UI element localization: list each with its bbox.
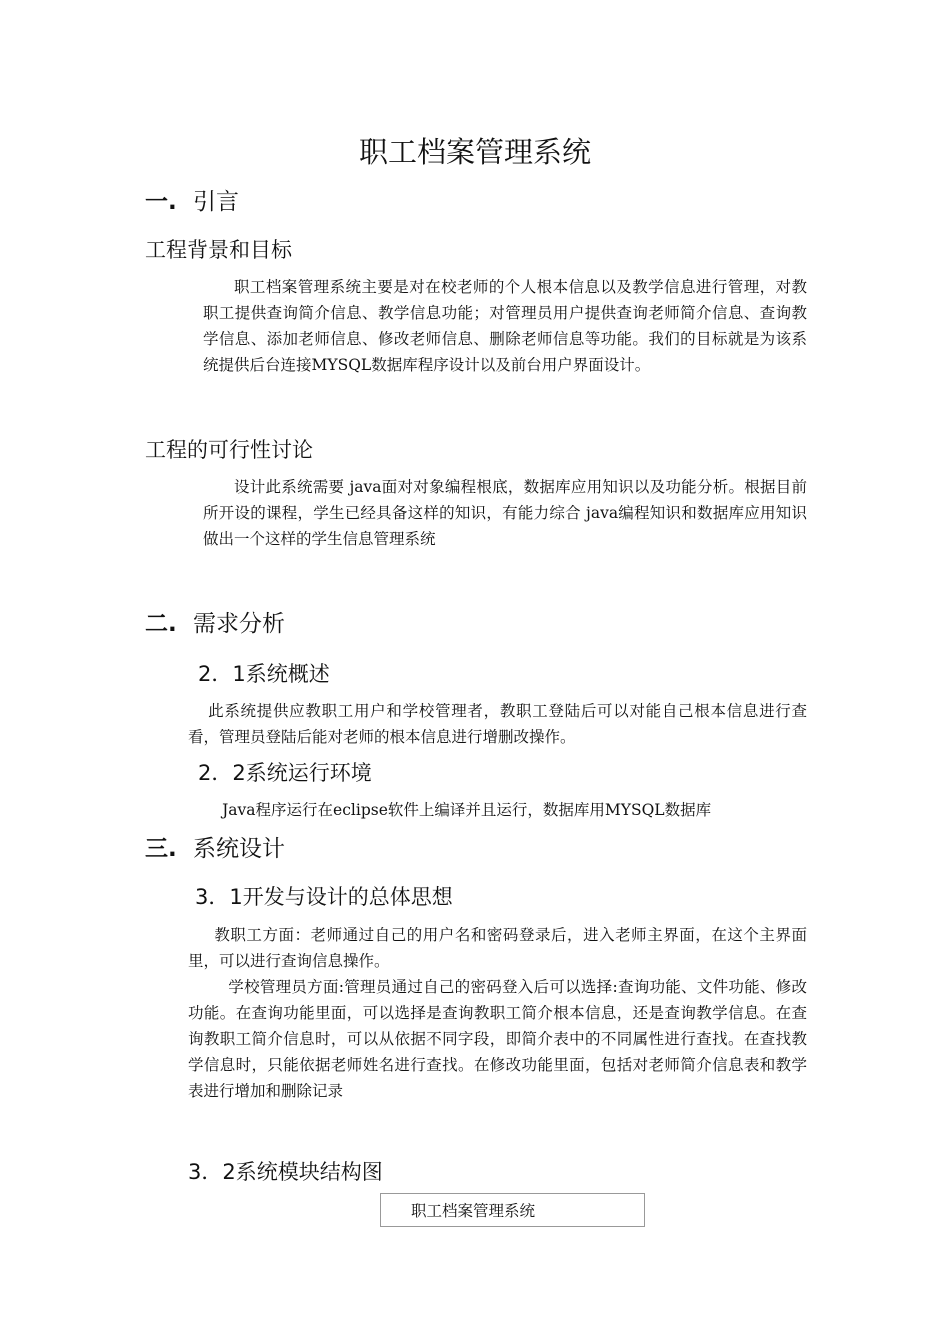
paragraph-text: 此系统提供应教职工用户和学校管理者，教职工登陆后可以对能自己根本信息进行查看，管理员登陆后能对老师的根本信息进行增删改操作。 [188,702,807,746]
paragraph-text: 设计此系统需要 java面对对象编程根底，数据库应用知识以及功能分析。根据目前所开设的课程，学生已经具备这样的知识，有能力综合 java编程知识和数据库应用知识做出一个这样的学生信息管理系统 [203,478,807,548]
subsection-heading-overview: 2．1系统概述 [198,662,330,686]
document-title: 职工档案管理系统 [358,135,591,169]
section-title: 系统设计 [193,836,285,862]
paragraph-overview [188,698,807,750]
subsection-heading-background: 工程背景和目标 [145,238,292,262]
paragraph-text: 职工档案管理系统主要是对在校老师的个人根本信息以及教学信息进行管理，对教职工提供查询简介信息、教学信息功能；对管理员用户提供查询老师简介信息、查询教学信息、添加老师信息、修改老师信息、删除老师信息等功能。我们的目标就是为该系统提供后台连接MYSQL数据库程序设计以及前台用户界面设计。 [203,278,807,374]
section-title: 引言 [193,189,239,215]
subsection-heading-environment: 2．2系统运行环境 [198,761,372,785]
section-heading-3 [145,834,285,864]
subsection-heading-design-idea: 3．1开发与设计的总体思想 [195,885,453,909]
section-heading-1 [145,187,239,217]
paragraph-environment [188,797,807,823]
section-number: 一. [145,189,177,215]
subsection-heading-feasibility: 工程的可行性讨论 [145,438,313,462]
section-number: 三. [145,836,177,862]
subsection-heading-module-diagram: 3．2系统模块结构图 [188,1160,383,1184]
paragraph-text: 学校管理员方面:管理员通过自己的密码登入后可以选择:查询功能、文件功能、修改功能。在查询功能里面，可以选择是查询教职工简介根本信息，还是查询教学信息。在查询教职工简介信息时，可以从依据不同字段，即简介表中的不同属性进行查找。在查找教学信息时，只能依据老师姓名进行查找。在修改功能里面，包括对老师简介信息表和教学表进行增加和删除记录 [188,978,807,1100]
paragraph-text: 教职工方面：老师通过自己的用户名和密码登录后，进入老师主界面，在这个主界面里，可以进行查询信息操作。 [188,926,807,970]
module-root-box: 职工档案管理系统 [380,1193,645,1227]
section-heading-2 [145,609,285,639]
section-number: 二. [145,611,177,637]
paragraph-text: Java程序运行在eclipse软件上编译并且运行，数据库用MYSQL数据库 [222,801,712,819]
section-title: 需求分析 [193,611,285,637]
paragraph-design-idea [188,922,807,1104]
paragraph-feasibility [203,474,807,552]
paragraph-background [203,274,807,378]
